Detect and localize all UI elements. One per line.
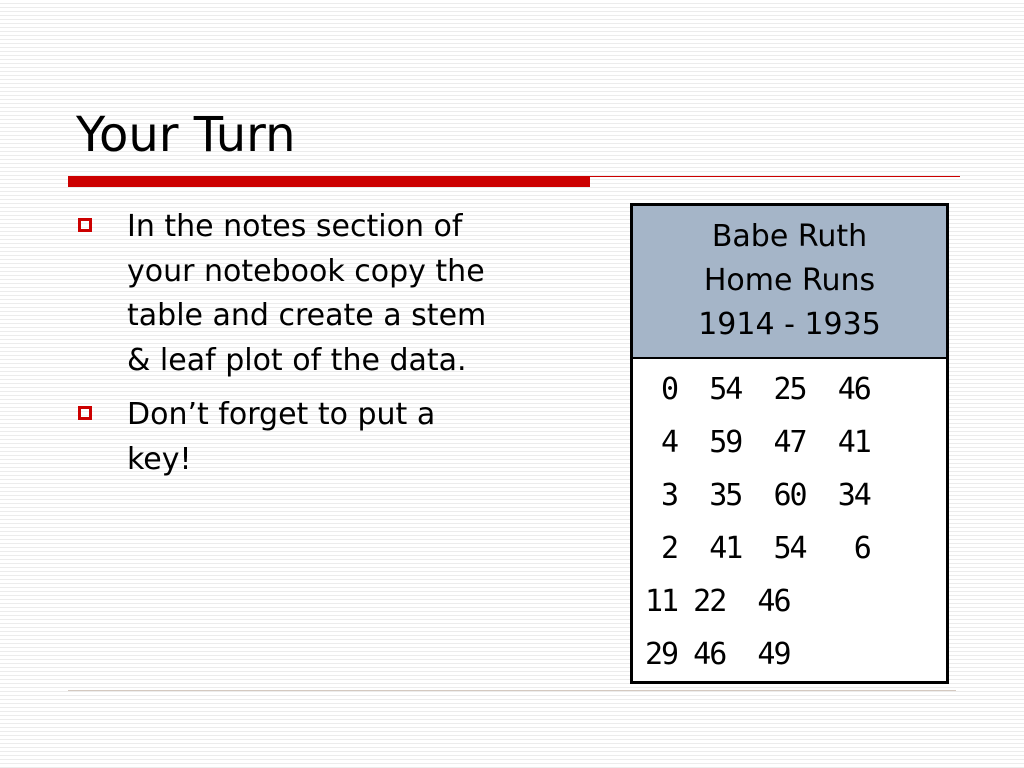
table-row bbox=[632, 358, 948, 416]
table-cell: 11 22 46 bbox=[645, 584, 790, 619]
footer-divider bbox=[68, 690, 956, 691]
title-underline-thick bbox=[68, 176, 590, 187]
home-runs-table bbox=[630, 203, 949, 684]
bullet-text: Don’t forget to put a key! bbox=[127, 397, 436, 477]
bullet-item bbox=[76, 393, 496, 482]
table-row bbox=[632, 575, 948, 628]
table-cell: 2 41 54 6 bbox=[645, 531, 870, 566]
bullet-item bbox=[76, 205, 496, 383]
table-row bbox=[632, 628, 948, 683]
square-bullet-icon bbox=[78, 406, 92, 420]
table-row bbox=[632, 416, 948, 469]
square-bullet-icon bbox=[78, 218, 92, 232]
table-cell: 3 35 60 34 bbox=[645, 478, 870, 513]
header-line: 1914 - 1935 bbox=[698, 307, 881, 342]
table-cell: 29 46 49 bbox=[645, 637, 790, 672]
table-cell: 4 59 47 41 bbox=[645, 425, 870, 460]
slide-title: Your Turn bbox=[76, 107, 296, 163]
header-line: Babe Ruth bbox=[711, 219, 868, 254]
table-row bbox=[632, 522, 948, 575]
header-line: Home Runs bbox=[703, 263, 876, 298]
table-header bbox=[632, 205, 948, 359]
table-cell: 0 54 25 46 bbox=[645, 372, 870, 407]
table-row bbox=[632, 469, 948, 522]
bullet-list bbox=[76, 205, 496, 492]
bullet-text: In the notes section of your notebook copy the table and create a stem & leaf plot of the data. bbox=[127, 209, 487, 378]
title-underline-thin bbox=[590, 176, 960, 177]
table-header-row bbox=[632, 205, 948, 359]
